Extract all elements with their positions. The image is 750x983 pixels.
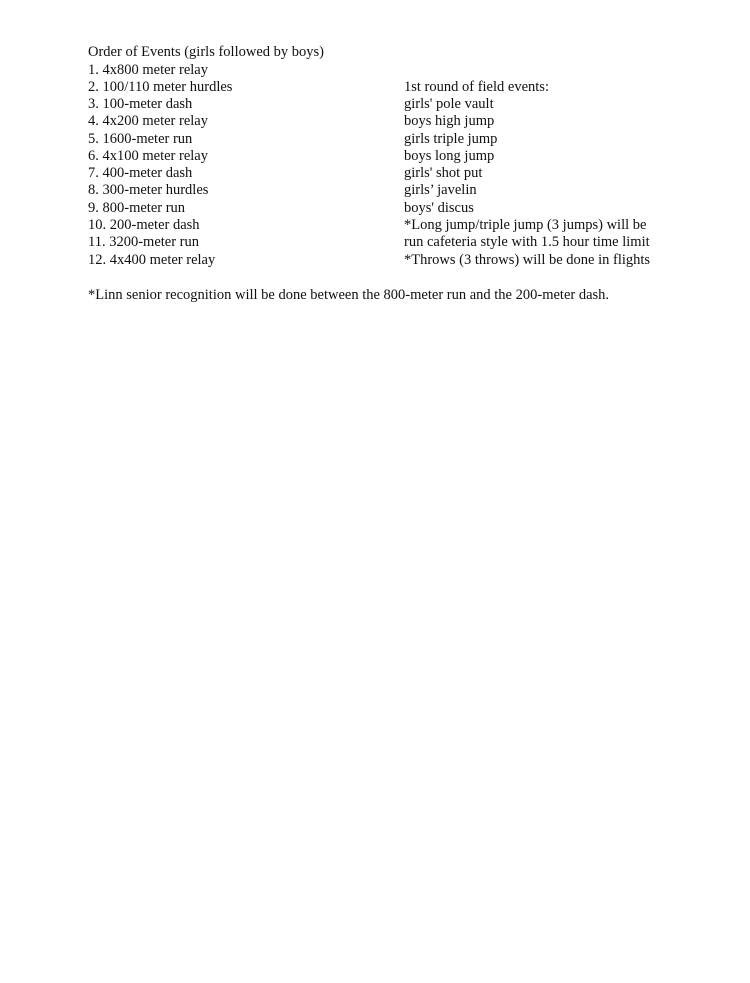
field-event-item: girls' shot put: [404, 165, 483, 181]
event-item: 3. 100-meter dash: [88, 96, 193, 112]
event-item: 6. 4x100 meter relay: [88, 148, 208, 164]
senior-recognition-footnote: *Linn senior recognition will be done between the 800-meter run and the 200-meter dash.: [88, 287, 610, 303]
field-event-item: boys high jump: [404, 113, 495, 129]
event-item: 7. 400-meter dash: [88, 165, 193, 181]
event-item: 1. 4x800 meter relay: [88, 62, 208, 78]
field-event-item: girls' pole vault: [404, 96, 494, 112]
field-events-heading: 1st round of field events:: [404, 79, 549, 95]
event-item: 11. 3200-meter run: [88, 234, 200, 250]
event-item: 12. 4x400 meter relay: [88, 252, 216, 268]
field-event-item: boys' discus: [404, 200, 474, 216]
event-item: 10. 200-meter dash: [88, 217, 200, 233]
field-event-note: run cafeteria style with 1.5 hour time limit: [404, 234, 650, 250]
field-event-item: girls’ javelin: [404, 182, 477, 198]
field-event-note: *Long jump/triple jump (3 jumps) will be: [404, 217, 647, 233]
order-of-events-heading: Order of Events (girls followed by boys): [88, 44, 324, 60]
field-event-note: *Throws (3 throws) will be done in flights: [404, 252, 651, 268]
event-item: 4. 4x200 meter relay: [88, 113, 208, 129]
field-event-item: boys long jump: [404, 148, 495, 164]
field-event-item: girls triple jump: [404, 131, 498, 147]
event-item: 9. 800-meter run: [88, 200, 186, 216]
event-item: 5. 1600-meter run: [88, 131, 193, 147]
event-item: 8. 300-meter hurdles: [88, 182, 209, 198]
event-item: 2. 100/110 meter hurdles: [88, 79, 233, 95]
